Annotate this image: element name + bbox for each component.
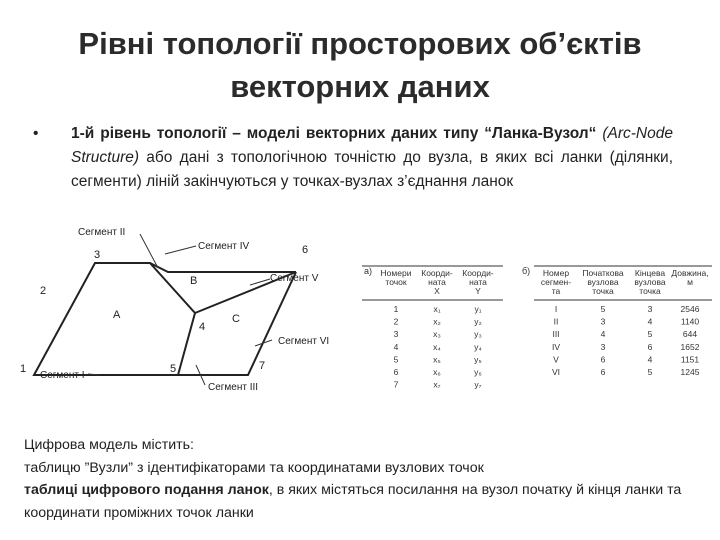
table-b-cell: 3 (600, 316, 606, 327)
table-a-cell: 4 (393, 341, 399, 352)
table-a-header-cell: точок (385, 277, 407, 287)
segment-label-iii: Сегмент III (208, 382, 259, 393)
table-a-cell: y₁ (474, 304, 482, 314)
polygon-label-c: C (232, 313, 240, 325)
table-a-cell: 2 (393, 316, 399, 327)
table-b-cell: 4 (647, 316, 653, 327)
table-b-cell: 1151 (680, 354, 700, 365)
bullet-bold-text: 1-й рівень топології – моделі векторних даних типу “Ланка-Вузол“ (71, 125, 597, 142)
table-a-cell: x₄ (433, 341, 441, 352)
segments-table (522, 266, 712, 377)
table-a-header-cell: ната (469, 277, 487, 287)
table-b-cell: 5 (647, 329, 653, 340)
arc-seg-iv (150, 263, 296, 272)
table-b-cell: 3 (647, 304, 653, 314)
table-b-marker: б) (522, 266, 531, 276)
table-b-header (541, 268, 709, 296)
segment-label-ii: Сегмент II (78, 227, 126, 238)
node-label-2: 2 (40, 285, 47, 297)
bullet-text (71, 122, 673, 194)
table-b-header-cell: вузлова (587, 277, 619, 287)
polygon-label-b: B (190, 275, 198, 287)
segment-label-v: Сегмент V (270, 273, 319, 284)
table-a-body (394, 304, 483, 390)
table-b-cell: 6 (647, 341, 653, 352)
table-a-cell: y₂ (474, 316, 482, 327)
table-b-cell: II (553, 316, 559, 327)
node-label-7: 7 (259, 360, 266, 372)
table-b-header-cell: сегмен- (540, 277, 572, 287)
title-line-1: Рівні топології просторових об’єктів (78, 26, 642, 61)
table-b-cell: 1140 (680, 316, 700, 327)
table-b-header-cell: Номер (542, 268, 570, 278)
table-a-header-cell: ната (428, 277, 446, 287)
table-b-header-cell: точка (639, 286, 661, 296)
table-a-cell: x₂ (433, 316, 441, 327)
table-a-header-cell: Номери (380, 268, 412, 278)
table-b-cell: 1245 (680, 367, 700, 377)
segment-label-i: Сегмент I (40, 370, 85, 381)
table-a-cell: x₇ (433, 379, 441, 390)
table-b-body (552, 304, 700, 377)
caption (24, 434, 714, 524)
table-b-header-cell: Початкова (582, 268, 624, 278)
caption-line-2: таблицю ”Вузли” з ідентифікаторами та координатами вузлових точок (24, 459, 484, 476)
node-label-4: 4 (199, 321, 206, 333)
node-label-6: 6 (302, 244, 309, 256)
table-b-cell: 1652 (680, 341, 700, 352)
table-b-cell: 4 (600, 329, 606, 340)
table-a-cell: x₆ (433, 367, 441, 377)
bullet-dot: • (33, 125, 39, 142)
table-a-cell: 3 (393, 329, 399, 340)
table-b-cell: 4 (647, 354, 653, 365)
caption-line-3-rest: , в яких містяться посилання на вузол початку й кінця ланки та координати проміжних точок ланки (24, 482, 682, 521)
table-a-cell: y₃ (474, 329, 482, 340)
table-a-cell: y₅ (474, 354, 482, 365)
nodes-table (362, 266, 503, 390)
table-b-cell: 5 (647, 367, 653, 377)
table-b-cell: 3 (600, 341, 606, 352)
table-a-cell: 1 (393, 304, 399, 314)
table-b-cell: V (553, 354, 559, 365)
table-b-cell: VI (551, 367, 561, 377)
table-a-cell: x₅ (433, 354, 441, 365)
table-a-cell: y₆ (474, 367, 482, 377)
table-b-cell: III (552, 329, 560, 340)
bullet-paragraph (33, 122, 673, 194)
table-a-header-cell: Y (475, 286, 481, 296)
table-b-header-cell: м (687, 277, 693, 287)
table-a-cell: x₃ (433, 329, 441, 340)
network-diagram (34, 263, 296, 375)
caption-line-1: Цифрова модель містить: (24, 437, 194, 453)
table-a-cell: y₇ (474, 379, 482, 390)
table-b-cell: 644 (682, 329, 698, 340)
segment-label-iv: Сегмент IV (198, 241, 250, 252)
table-b-header-cell: вузлова (634, 277, 666, 287)
table-b-cell: I (554, 304, 558, 314)
topology-figure (0, 222, 720, 422)
caption-line-3 (24, 479, 714, 524)
table-a-header-cell: X (434, 286, 440, 296)
bullet-italic-text: (Arc-Node Structure) (71, 125, 673, 166)
table-a-header-cell: Коорди- (421, 268, 453, 278)
leader-seg-iv (165, 246, 196, 254)
segment-label-vi: Сегмент VI (278, 336, 330, 347)
table-b-header-cell: точка (592, 286, 614, 296)
table-b-header-cell: Кінцева (634, 268, 666, 278)
table-b-cell: 6 (600, 354, 606, 365)
table-a-header (381, 268, 494, 296)
bullet-rest-text: або дані з топологічною точністю до вузла, в яких всі ланки (ділянки, сегменти) ліній закінчуються у точках-вузлах з’єднання ланок (71, 149, 673, 190)
table-b-header-cell: Довжина, (671, 268, 709, 278)
table-a-marker: а) (364, 266, 373, 276)
polygon-label-a: A (113, 309, 121, 321)
table-a-cell: 7 (393, 379, 399, 390)
table-b-cell: 6 (600, 367, 606, 377)
title-line-2: векторних даних (230, 69, 490, 104)
table-b-header-cell: та (551, 286, 561, 296)
node-label-1: 1 (20, 363, 27, 375)
node-label-5: 5 (170, 363, 177, 375)
table-a-cell: 6 (393, 367, 399, 377)
table-b-cell: IV (551, 341, 561, 352)
node-label-3: 3 (94, 249, 101, 261)
caption-line-3-bold: таблиці цифрового подання ланок (24, 482, 269, 498)
table-a-cell: x₁ (433, 304, 441, 314)
slide-title (0, 22, 720, 108)
table-a-header-cell: Коорди- (462, 268, 494, 278)
table-a-cell: y₄ (474, 341, 482, 352)
table-a-cell: 5 (393, 354, 399, 365)
table-b-cell: 2546 (680, 304, 700, 314)
table-b-cell: 5 (600, 304, 606, 314)
